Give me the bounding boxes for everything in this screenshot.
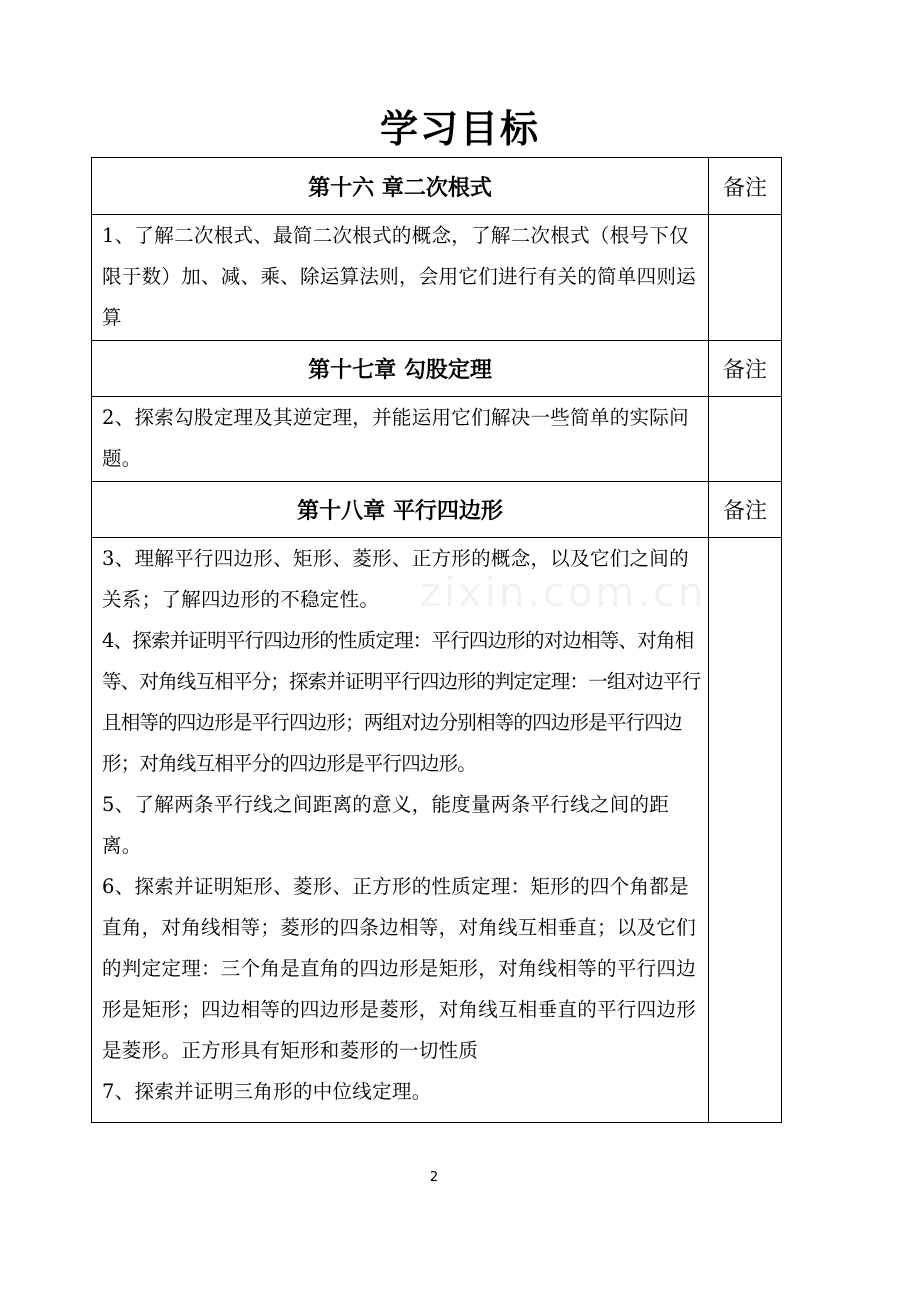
note-header: 备注 bbox=[709, 482, 782, 538]
note-cell bbox=[709, 538, 782, 1123]
chapter-content-row bbox=[92, 397, 782, 482]
goal-item-6: 6、探索并证明矩形、菱形、正方形的性质定理：矩形的四个角都是直角，对角线相等；菱形的四条边相等，对角线互相垂直；以及它们的判定定理：三个角是直角的四边形是矩形，对角线相等的平行四边形是矩形；四边相等的四边形是菱形，对角线互相垂直的平行四边形是菱形。正方形具有矩形和菱形的一切性质 bbox=[102, 875, 697, 1062]
page-title: 学习目标 bbox=[379, 107, 540, 151]
watermark: zixin.com.cn bbox=[420, 570, 707, 616]
chapter-header-row bbox=[92, 158, 782, 215]
note-header: 备注 bbox=[709, 158, 782, 215]
chapter-content-row bbox=[92, 538, 782, 1123]
chapter-18-heading: 第十八章 平行四边形 bbox=[92, 482, 709, 538]
note-cell bbox=[709, 397, 782, 482]
chapter-16-content bbox=[92, 215, 709, 341]
chapter-header-row bbox=[92, 341, 782, 397]
note-cell bbox=[709, 215, 782, 341]
learning-goals-table bbox=[91, 157, 782, 1123]
goal-item-7: 7、探索并证明三角形的中位线定理。 bbox=[102, 1080, 432, 1103]
chapter-17-heading: 第十七章 勾股定理 bbox=[92, 341, 709, 397]
goal-item-3: 3、理解平行四边形、矩形、菱形、正方形的概念，以及它们之间的关系；了解四边形的不稳定性。 bbox=[102, 547, 689, 611]
note-header: 备注 bbox=[709, 341, 782, 397]
goal-item-4: 4、探索并证明平行四边形的性质定理：平行四边形的对边相等、对角相等、对角线互相平分；探索并证明平行四边形的判定定理：一组对边平行且相等的四边形是平行四边形；两组对边分别相等的四边形是平行四边形；对角线互相平分的四边形是平行四边形。 bbox=[102, 629, 701, 775]
goal-item-2: 2、探索勾股定理及其逆定理，并能运用它们解决一些简单的实际问题。 bbox=[102, 406, 689, 470]
chapter-17-content bbox=[92, 397, 709, 482]
page-number: 2 bbox=[429, 1170, 439, 1185]
chapter-16-heading: 第十六 章二次根式 bbox=[92, 158, 709, 215]
chapter-content-row bbox=[92, 215, 782, 341]
chapter-18-content bbox=[92, 538, 709, 1123]
chapter-header-row bbox=[92, 482, 782, 538]
goal-item-1: 1、了解二次根式、最简二次根式的概念，了解二次根式（根号下仅限于数）加、减、乘、除运算法则，会用它们进行有关的简单四则运算 bbox=[102, 224, 697, 329]
goal-item-5: 5、了解两条平行线之间距离的意义，能度量两条平行线之间的距离。 bbox=[102, 793, 670, 857]
